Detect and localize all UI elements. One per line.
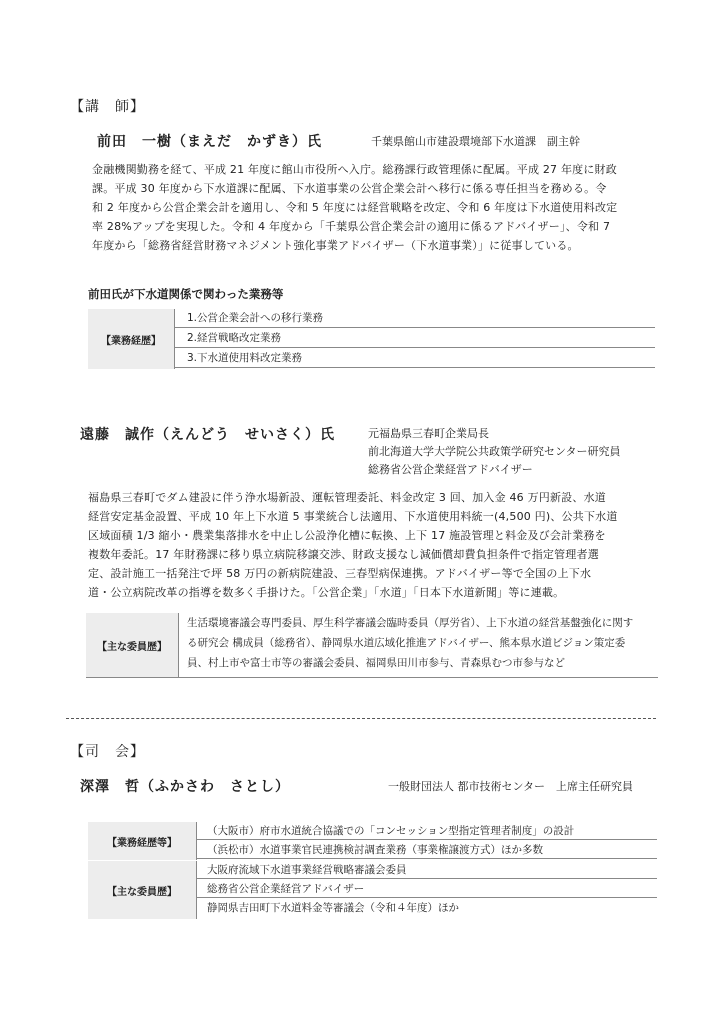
committee-table-text — [178, 613, 658, 677]
committee-line: 生活環境審議会専門委員、厚生科学審議会臨時委員（厚労省）、上下水道の経営基盤強化に関す — [187, 617, 634, 629]
lecturers-heading: 【講 師】 — [70, 99, 145, 115]
person1-works-table — [88, 309, 654, 369]
table-row: 1.公営企業会計への移行業務 — [175, 309, 655, 328]
bio-line: 福島県三春町でダム建設に伴う浄水場新設、運転管理委託、料金改定 3 回、加入金 46 万円新設、水道 — [88, 491, 606, 504]
person1-name: 前田 一樹（まえだ かずき）氏 — [97, 134, 322, 150]
bio-line: 定、設計施工一括発注で坪 58 万円の新病院建設、三春型病保連携。アドバイザー等で全国の上下水 — [88, 567, 592, 580]
moderator-heading: 【司 会】 — [70, 744, 145, 760]
person2-bio — [88, 488, 668, 602]
bio-line: 金融機関勤務を経て、平成 21 年度に館山市役所へ入庁。総務課行政管理係に配属。平成 27 年度に財政 — [92, 163, 617, 176]
committee-label: 【主な委員歴】 — [88, 861, 196, 919]
bio-line: 複数年委託。17 年財務課に移り県立病院移譲交渉、財政支援なし減価償却費負担条件で指定管理者選 — [88, 548, 599, 561]
table-row: 3.下水道使用料改定業務 — [175, 349, 655, 368]
bio-line: 率 28%アップを実現した。令和 4 年度から「千葉県公営企業会計の適用に係るアドバイザー」、令和 7 — [92, 220, 611, 233]
table-row: 総務省公営企業経営アドバイザー — [197, 880, 657, 898]
table-row: 大阪府流域下水道事業経営戦略審議会委員 — [197, 861, 657, 879]
bio-line: 経営安定基金設置、平成 10 年上下水道 5 事業統合し法適用、下水道使用料統一(4,500 円)、公共下水道 — [88, 510, 618, 523]
committee-rows — [196, 861, 657, 919]
section-divider — [66, 718, 656, 719]
committee-table-label: 【主な委員歴】 — [86, 613, 178, 677]
works-table-rows — [174, 309, 655, 369]
affiliation-line: 総務省公営企業経営アドバイザー — [368, 463, 533, 476]
table-row: （浜松市）水道事業官民連携検討調査業務（事業権譲渡方式）ほか多数 — [197, 841, 657, 859]
committee-line: る研究会 構成員（総務省）、静岡県水道広域化推進アドバイザー、熊本県水道ビジョン策定委 — [187, 637, 626, 649]
person1-affiliation: 千葉県館山市建設環境部下水道課 副主幹 — [371, 135, 580, 148]
career-table-rows — [196, 822, 657, 860]
moderator-career-table — [88, 822, 656, 860]
committee-line: 員、村上市や富士市等の審議会委員、福岡県田川市参与、青森県むつ市参与など — [187, 657, 565, 669]
moderator-name: 深澤 哲（ふかさわ さとし） — [80, 779, 290, 795]
moderator-affiliation: 一般財団法人 都市技術センター 上席主任研究員 — [388, 780, 634, 793]
person2-affiliation — [368, 425, 621, 479]
bio-line: 課。平成 30 年度から下水道課に配属、下水道事業の公営企業会計へ移行に係る専任担当を務める。令 — [92, 182, 607, 195]
person1-bio — [92, 160, 662, 255]
person1-works-heading: 前田氏が下水道関係で関わった業務等 — [88, 287, 284, 301]
bio-line: 区域面積 1/3 縮小・農業集落排水を中止し公設浄化槽に転換、上下 17 施設管理と料金及び会計業務を — [88, 529, 606, 542]
career-table-label: 【業務経歴等】 — [88, 822, 196, 860]
affiliation-line: 前北海道大学大学院公共政策学研究センター研究員 — [368, 445, 621, 458]
person2-name: 遠藤 誠作（えんどう せいさく）氏 — [80, 427, 335, 443]
person2-committee-table — [86, 613, 658, 678]
moderator-committee-table — [88, 861, 656, 919]
bio-line: 年度から「総務省経営財務マネジメント強化事業アドバイザー（下水道事業）」に従事している。 — [92, 239, 579, 252]
table-row: （大阪市）府市水道統合協議での「コンセッション型指定管理者制度」の設計 — [197, 822, 657, 840]
bio-line: 道・公立病院改革の指導を数多く手掛けた。「公営企業」「水道」「日本下水道新聞」等に連載。 — [88, 586, 565, 599]
works-table-label: 【業務経歴】 — [88, 309, 174, 369]
table-row: 2.経営戦略改定業務 — [175, 329, 655, 348]
table-row: 静岡県吉田町下水道料金等審議会（令和４年度）ほか — [207, 902, 459, 914]
affiliation-line: 元福島県三春町企業局長 — [368, 427, 489, 440]
bio-line: 和 2 年度から公営企業会計を適用し、令和 5 年度には経営戦略を改定、令和 6 年度は下水道使用料改定 — [92, 201, 618, 214]
